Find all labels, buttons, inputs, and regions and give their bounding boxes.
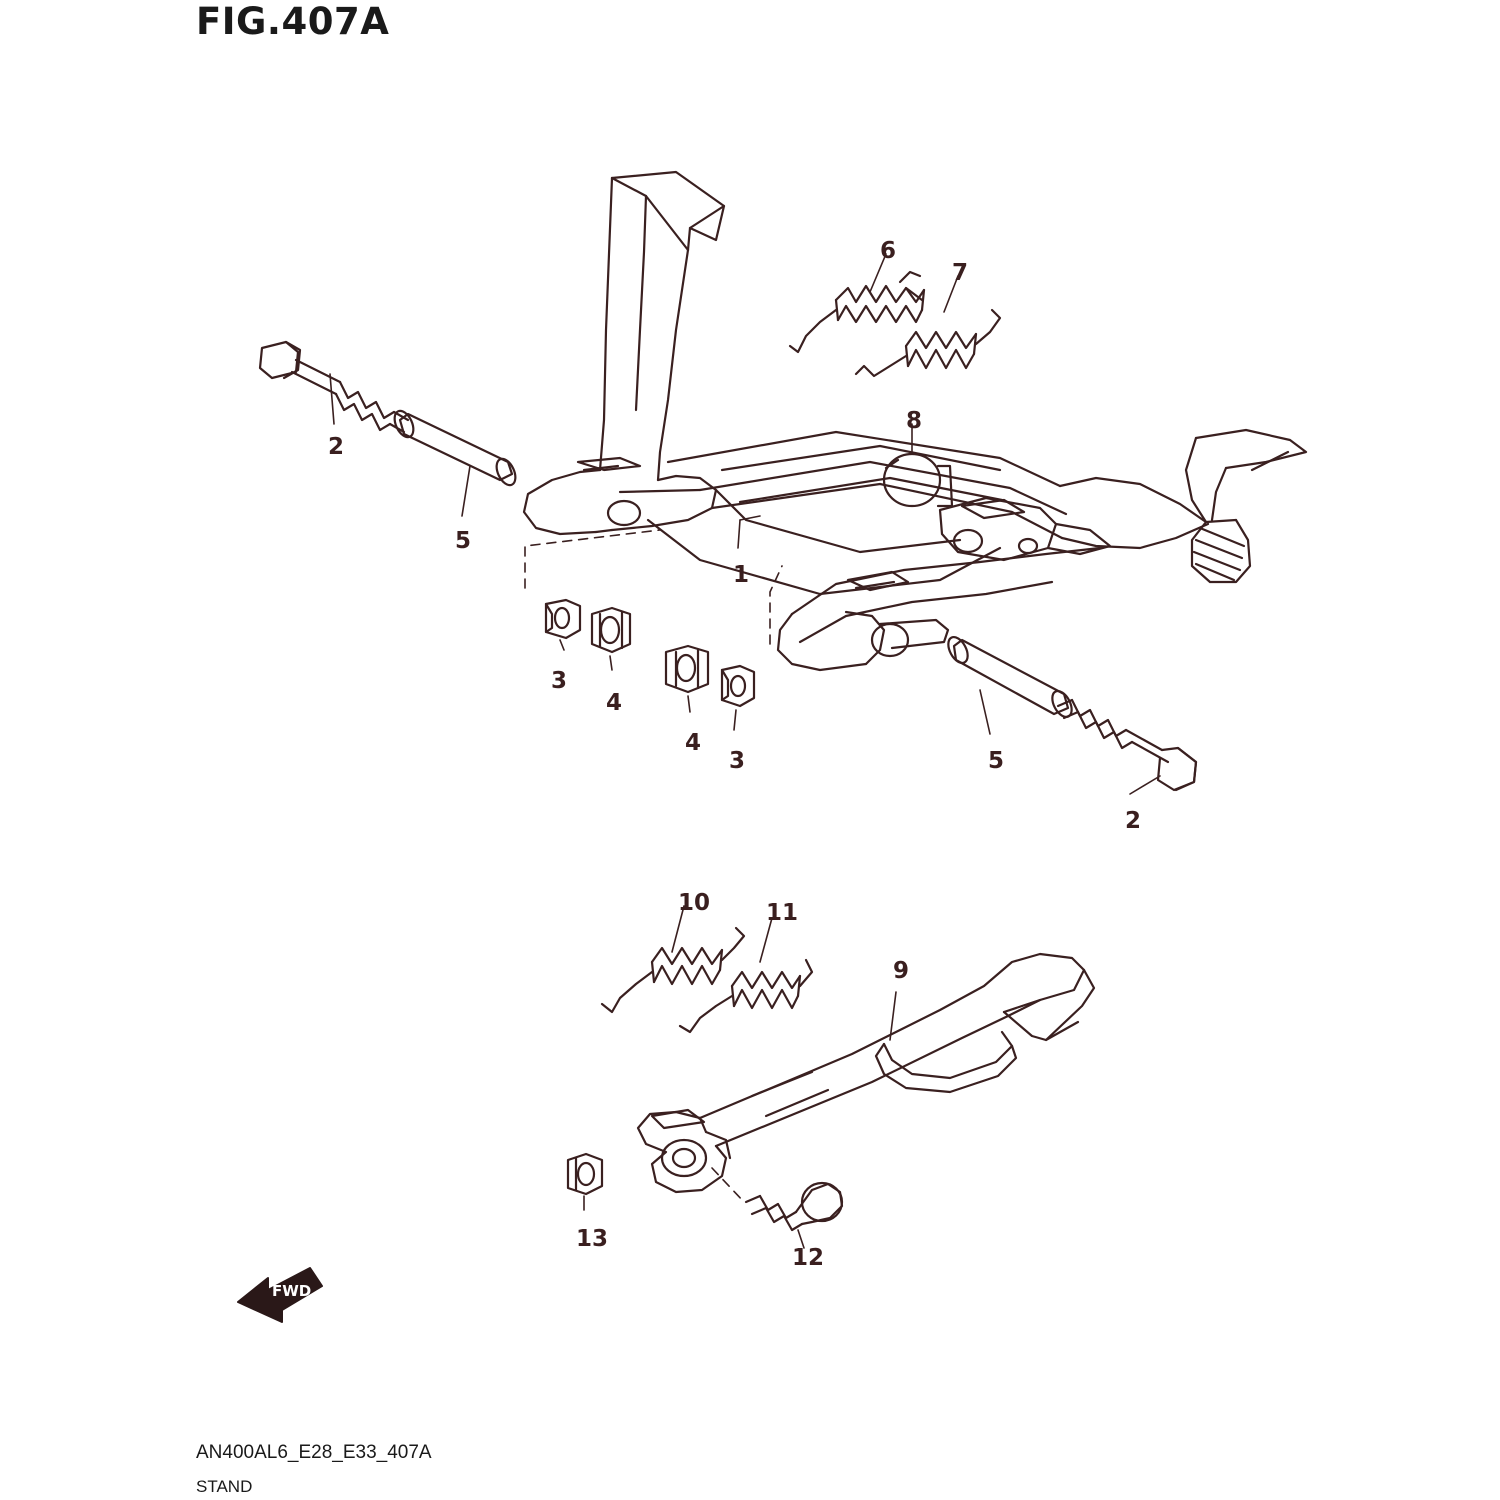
callout-4-right: 4: [685, 730, 702, 756]
part-13-nut: [568, 1154, 602, 1194]
callout-1: 1: [733, 562, 750, 588]
part-5-spacer-upper: [391, 408, 519, 488]
figure-name: STAND: [196, 1477, 253, 1496]
part-9-side-stand: [638, 954, 1094, 1192]
callout-9: 9: [893, 958, 910, 984]
callout-10: 10: [678, 890, 711, 916]
page-title: FIG.407A: [196, 0, 390, 43]
figure-code: AN400AL6_E28_E33_407A: [196, 1442, 432, 1463]
callout-8: 8: [906, 408, 923, 434]
callout-3-right: 3: [729, 748, 746, 774]
callout-4-left: 4: [606, 690, 623, 716]
callout-5-lower: 5: [988, 748, 1005, 774]
callout-7: 7: [952, 260, 969, 286]
part-3-washer-right: [722, 666, 754, 706]
fwd-arrow-icon: [238, 1268, 322, 1322]
center-stand-left-leg: [524, 172, 724, 534]
part-4-bushing-right: [666, 646, 708, 692]
svg-text:FWD: FWD: [272, 1282, 312, 1300]
callout-5-upper: 5: [455, 528, 472, 554]
callout-12: 12: [792, 1245, 825, 1271]
center-stand-lower-arm: [778, 548, 1100, 670]
callout-3-left: 3: [551, 668, 568, 694]
center-stand-right-leg: [1060, 430, 1306, 582]
callout-6: 6: [880, 238, 897, 264]
callout-2-upper: 2: [328, 434, 345, 460]
callout-2-lower: 2: [1125, 808, 1142, 834]
part-12-bolt: [746, 1183, 842, 1230]
center-stand-cross-tube: [648, 432, 1066, 594]
callout-11: 11: [766, 900, 799, 926]
part-4-bushing-left: [592, 608, 630, 652]
part-10-spring: [602, 928, 744, 1012]
callout-13: 13: [576, 1226, 609, 1252]
part-2-bolt-lower: [1058, 700, 1196, 790]
part-6-spring: [790, 272, 924, 352]
part-5-spacer-lower: [944, 634, 1075, 720]
part-3-washer-left: [546, 600, 580, 638]
